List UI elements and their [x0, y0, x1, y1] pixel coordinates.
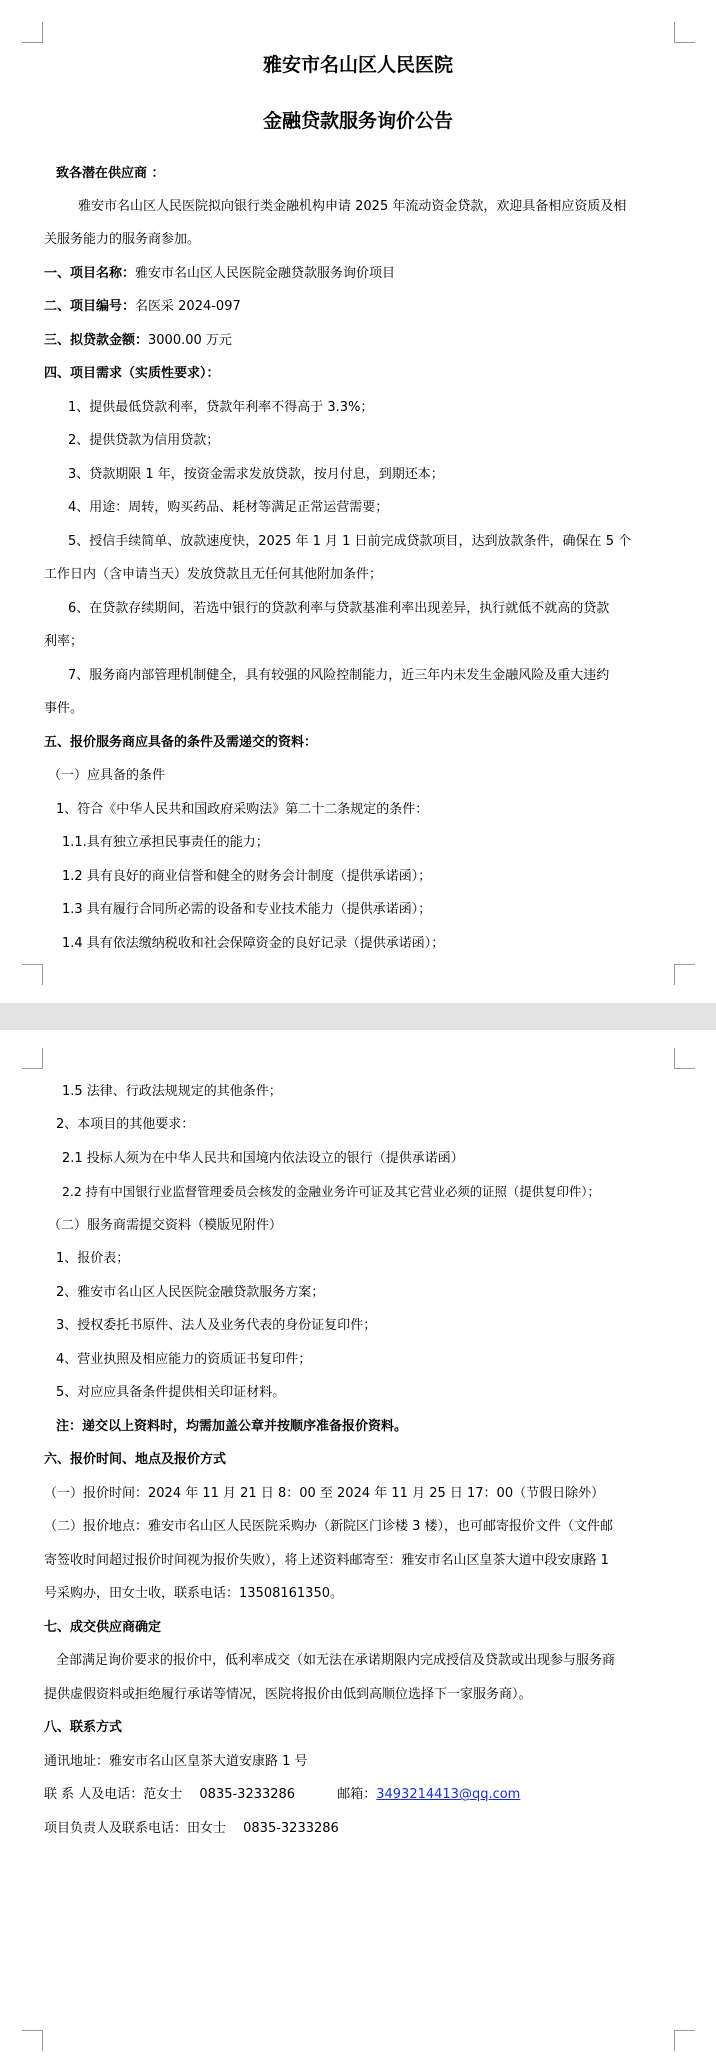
qualification-condition: 1.5 法律、行政法规规定的其他条件；	[62, 1084, 282, 1099]
quotation-line: 号采购办，田女士收，联系电话：13508161350。	[44, 1586, 343, 1601]
contact-heading: 八、联系方式	[44, 1720, 123, 1735]
email-link[interactable]: 3493214413@qq.com	[376, 1787, 521, 1802]
project-name-label: 一、项目名称：	[44, 266, 136, 281]
document-item: 4、营业执照及相应能力的资质证书复印件；	[56, 1352, 312, 1367]
requirement-line: 5、授信手续简单、放款速度快，2025 年 1 月 1 日前完成贷款项目，达到放款条件，确保在 5 个	[68, 534, 632, 549]
requirement-line: 事件。	[44, 701, 84, 716]
requirements-heading: 四、项目需求（实质性要求）：	[44, 366, 220, 381]
requirement-line: 利率；	[44, 634, 84, 649]
qualification-item: 2、本项目的其他要求：	[56, 1117, 195, 1132]
quotation-heading: 六、报价时间、地点及报价方式	[44, 1452, 227, 1467]
qualification-condition: 1.4 具有依法缴纳税收和社会保障资金的良好记录（提供承诺函）；	[62, 936, 445, 951]
page-corner-mark	[22, 2030, 43, 2051]
page-corner-mark	[674, 2030, 695, 2051]
requirement-line: 6、在贷款存续期间，若选中银行的贷款利率与贷款基准利率出现差异，执行就低不就高的贷款	[68, 601, 610, 616]
page-corner-mark	[674, 1048, 695, 1069]
project-name	[44, 264, 674, 284]
qualification-condition: 1.3 具有履行合同所必需的设备和专业技术能力（提供承诺函）；	[62, 902, 432, 917]
page-corner-mark	[22, 964, 43, 985]
document-page-2	[0, 1030, 716, 2069]
contact-address: 通讯地址：雅安市名山区皇茶大道安康路 1 号	[44, 1754, 308, 1769]
requirement-line: 7、服务商内部管理机制健全，具有较强的风险控制能力，近三年内未发生金融风险及重大违约	[68, 668, 610, 683]
documents-subheading: （二）服务商需提交资料（模版见附件）	[48, 1218, 283, 1233]
loan-amount-label: 三、拟贷款金额：	[44, 333, 149, 348]
requirement-line: 3、贷款期限 1 年，按资金需求发放贷款，按月付息，到期还本；	[68, 467, 444, 482]
quotation-line: （二）报价地点：雅安市名山区人民医院采购办（新院区门诊楼 3 楼），也可邮寄报价文件（文件邮	[44, 1519, 614, 1534]
quotation-line: 寄签收时间超过报价时间视为报价失败），将上述资料邮寄至：雅安市名山区皇茶大道中段安康路 1	[44, 1553, 609, 1568]
document-subtitle: 金融贷款服务询价公告	[262, 110, 453, 132]
requirement-line: 2、提供贷款为信用贷款；	[68, 433, 220, 448]
project-number-label: 二、项目编号：	[44, 299, 136, 314]
greeting: 致各潜在供应商 ：	[56, 166, 165, 181]
page-corner-mark	[22, 22, 43, 43]
qualification-item: 1、符合《中华人民共和国政府采购法》第二十二条规定的条件：	[56, 802, 429, 817]
quotation-line: （一）报价时间：2024 年 11 月 21 日 8：00 至 2024 年 11 月 25 日 17：00（节假日除外）	[44, 1486, 605, 1501]
project-number-value: 名医采 2024-097	[135, 299, 241, 314]
contact-person	[44, 1785, 674, 1805]
qualification-condition: 1.1.具有独立承担民事责任的能力；	[62, 835, 269, 850]
qualifications-heading: 五、报价服务商应具备的条件及需递交的资料：	[44, 735, 318, 750]
submission-note: 注：递交以上资料时，均需加盖公章并按顺序准备报价资料。	[56, 1419, 408, 1434]
qualification-condition: 1.2 具有良好的商业信誉和健全的财务会计制度（提供承诺函）；	[62, 869, 432, 884]
page-corner-mark	[674, 964, 695, 985]
loan-amount-value: 3000.00 万元	[148, 333, 232, 348]
document-item: 2、雅安市名山区人民医院金融贷款服务方案；	[56, 1285, 325, 1300]
award-line: 全部满足询价要求的报价中，低利率成交（如无法在承诺期限内完成授信及贷款或出现参与服务商	[56, 1653, 616, 1668]
other-requirement: 2.2 持有中国银行业监督管理委员会核发的金融业务许可证及其它营业必须的证照（提供复印件）；	[62, 1184, 600, 1199]
intro-line: 雅安市名山区人民医院拟向银行类金融机构申请 2025 年流动资金贷款，欢迎具备相应资质及相	[78, 199, 627, 214]
requirement-line: 1、提供最低贷款利率，贷款年利率不得高于 3.3%；	[68, 400, 374, 415]
project-number	[44, 297, 674, 317]
document-item: 1、报价表；	[56, 1251, 130, 1266]
page-corner-mark	[674, 22, 695, 43]
document-page-1	[0, 0, 716, 1003]
intro-line: 关服务能力的服务商参加。	[44, 232, 201, 247]
document-item: 3、授权委托书原件、法人及业务代表的身份证复印件；	[56, 1318, 377, 1333]
document-title: 雅安市名山区人民医院	[262, 54, 453, 76]
email-label: 邮箱：	[337, 1787, 377, 1802]
project-contact: 项目负责人及联系电话：田女士 0835-3233286	[44, 1821, 339, 1836]
requirement-line: 工作日内（含申请当天）发放贷款且无任何其他附加条件；	[44, 567, 383, 582]
document-item: 5、对应应具备条件提供相关印证材料。	[56, 1385, 286, 1400]
contact-person-text: 联 系 人及电话：范女士 0835-3233286	[44, 1787, 296, 1802]
loan-amount	[44, 331, 674, 351]
requirement-line: 4、用途：周转，购买药品、耗材等满足正常运营需要；	[68, 500, 389, 515]
other-requirement: 2.1 投标人须为在中华人民共和国境内依法设立的银行（提供承诺函）	[62, 1151, 464, 1166]
qualifications-subheading: （一）应具备的条件	[48, 768, 166, 783]
page-corner-mark	[22, 1048, 43, 1069]
project-name-value: 雅安市名山区人民医院金融贷款服务询价项目	[135, 266, 396, 281]
award-heading: 七、成交供应商确定	[44, 1620, 162, 1635]
award-line: 提供虚假资料或拒绝履行承诺等情况，医院将报价由低到高顺位选择下一家服务商）。	[44, 1687, 532, 1702]
